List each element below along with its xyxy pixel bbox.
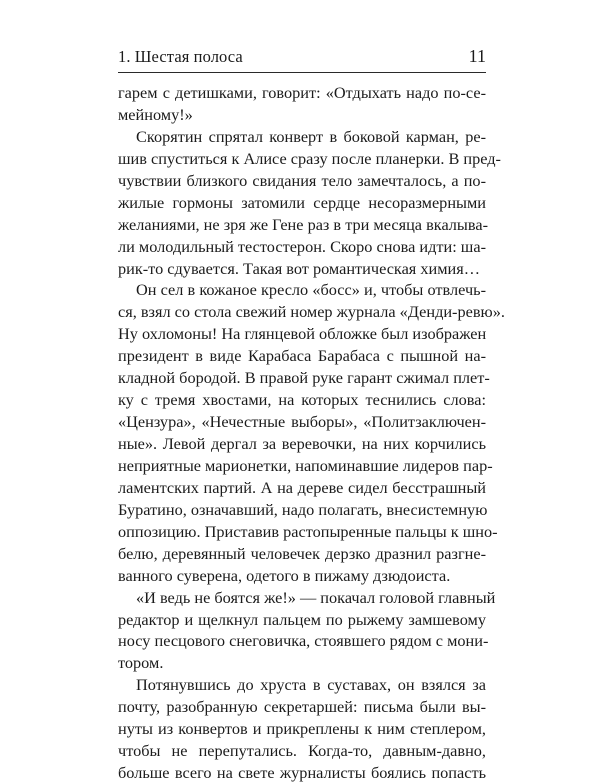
text-line: нуты из конвертов и прикреплены к ним степлером, [118, 719, 486, 739]
text-line: Он сел в кожаное кресло «босс» и, чтобы отвлечь- [136, 280, 486, 300]
text-line: Потянувшись до хруста в суставах, он взялся за [136, 675, 486, 695]
text-line: ли молодильный тестостерон. Скоро снова идти: ша- [118, 236, 486, 256]
text-line: ся, взял со стола свежий номер журнала «Денди-ревю». [118, 302, 505, 322]
text-line: чтобы не перепутались. Когда-то, давным-давно, [118, 741, 486, 761]
text-line: президент в виде Карабаса Барабаса с пышной на- [118, 346, 486, 366]
text-line: редактор и щелкнул пальцем по рыжему замшевому [118, 609, 486, 629]
text-line: чувствии близкого свидания тело замечталось, а по- [118, 170, 486, 190]
text-line: больше всего на свете журналисты боялись попасть [118, 763, 486, 783]
running-head: 1. Шестая полоса [118, 47, 243, 66]
text-line: почту, разобранную секретаршей: письма были вы- [118, 697, 486, 717]
text-line: желаниями, не зря же Гене раз в три месяца вкалыва- [118, 214, 488, 234]
text-line: носу песцового снеговичка, стоявшего рядом с мони- [118, 631, 489, 651]
page-header [118, 47, 486, 71]
text-line: ламентских партий. А на дереве сидел бесстрашный [118, 477, 486, 497]
page-number: 11 [468, 46, 486, 66]
body-text [118, 82, 505, 784]
text-line: «И ведь не боятся же!» — покачал головой главный [136, 587, 496, 607]
text-line: неприятные марионетки, напоминавшие лидеров пар- [118, 455, 493, 475]
text-line: белю, деревянный человечек дерзко дразнил разгне- [118, 543, 486, 563]
text-line: «Цензура», «Нечестные выборы», «Политзаключен- [118, 412, 486, 432]
text-line: Ну охломоны! На глянцевой обложке был изображен [118, 324, 487, 344]
text-line: оппозицию. Приставив растопыренные пальцы к шно- [118, 521, 498, 541]
text-line: Скорятин спрятал конверт в боковой карман, ре- [136, 126, 486, 146]
text-line: ные». Левой дергал за веревочки, на них корчились [118, 434, 486, 453]
text-line: ванного суверена, одетого в пижаму дзюдоиста. [118, 565, 451, 585]
text-line: тором. [118, 653, 164, 673]
text-line: Буратино, означавший, надо полагать, внесистемную [118, 499, 488, 519]
text-line: шив спуститься к Алисе сразу после планерки. В пред- [118, 148, 501, 168]
header-rule [118, 72, 486, 73]
text-line: жилые гормоны затомили сердце несоразмерными [118, 192, 486, 212]
text-line: кладной бородой. В правой руке гарант сжимал плет- [118, 368, 490, 388]
text-line: гарем с детишками, говорит: «Отдыхать надо по-се- [118, 83, 486, 102]
text-line: ку с тремя хвостами, на которых теснились слова: [118, 390, 486, 410]
text-line: мейному!» [118, 104, 193, 124]
text-line: рик-то сдувается. Такая вот романтическая химия… [118, 258, 481, 278]
